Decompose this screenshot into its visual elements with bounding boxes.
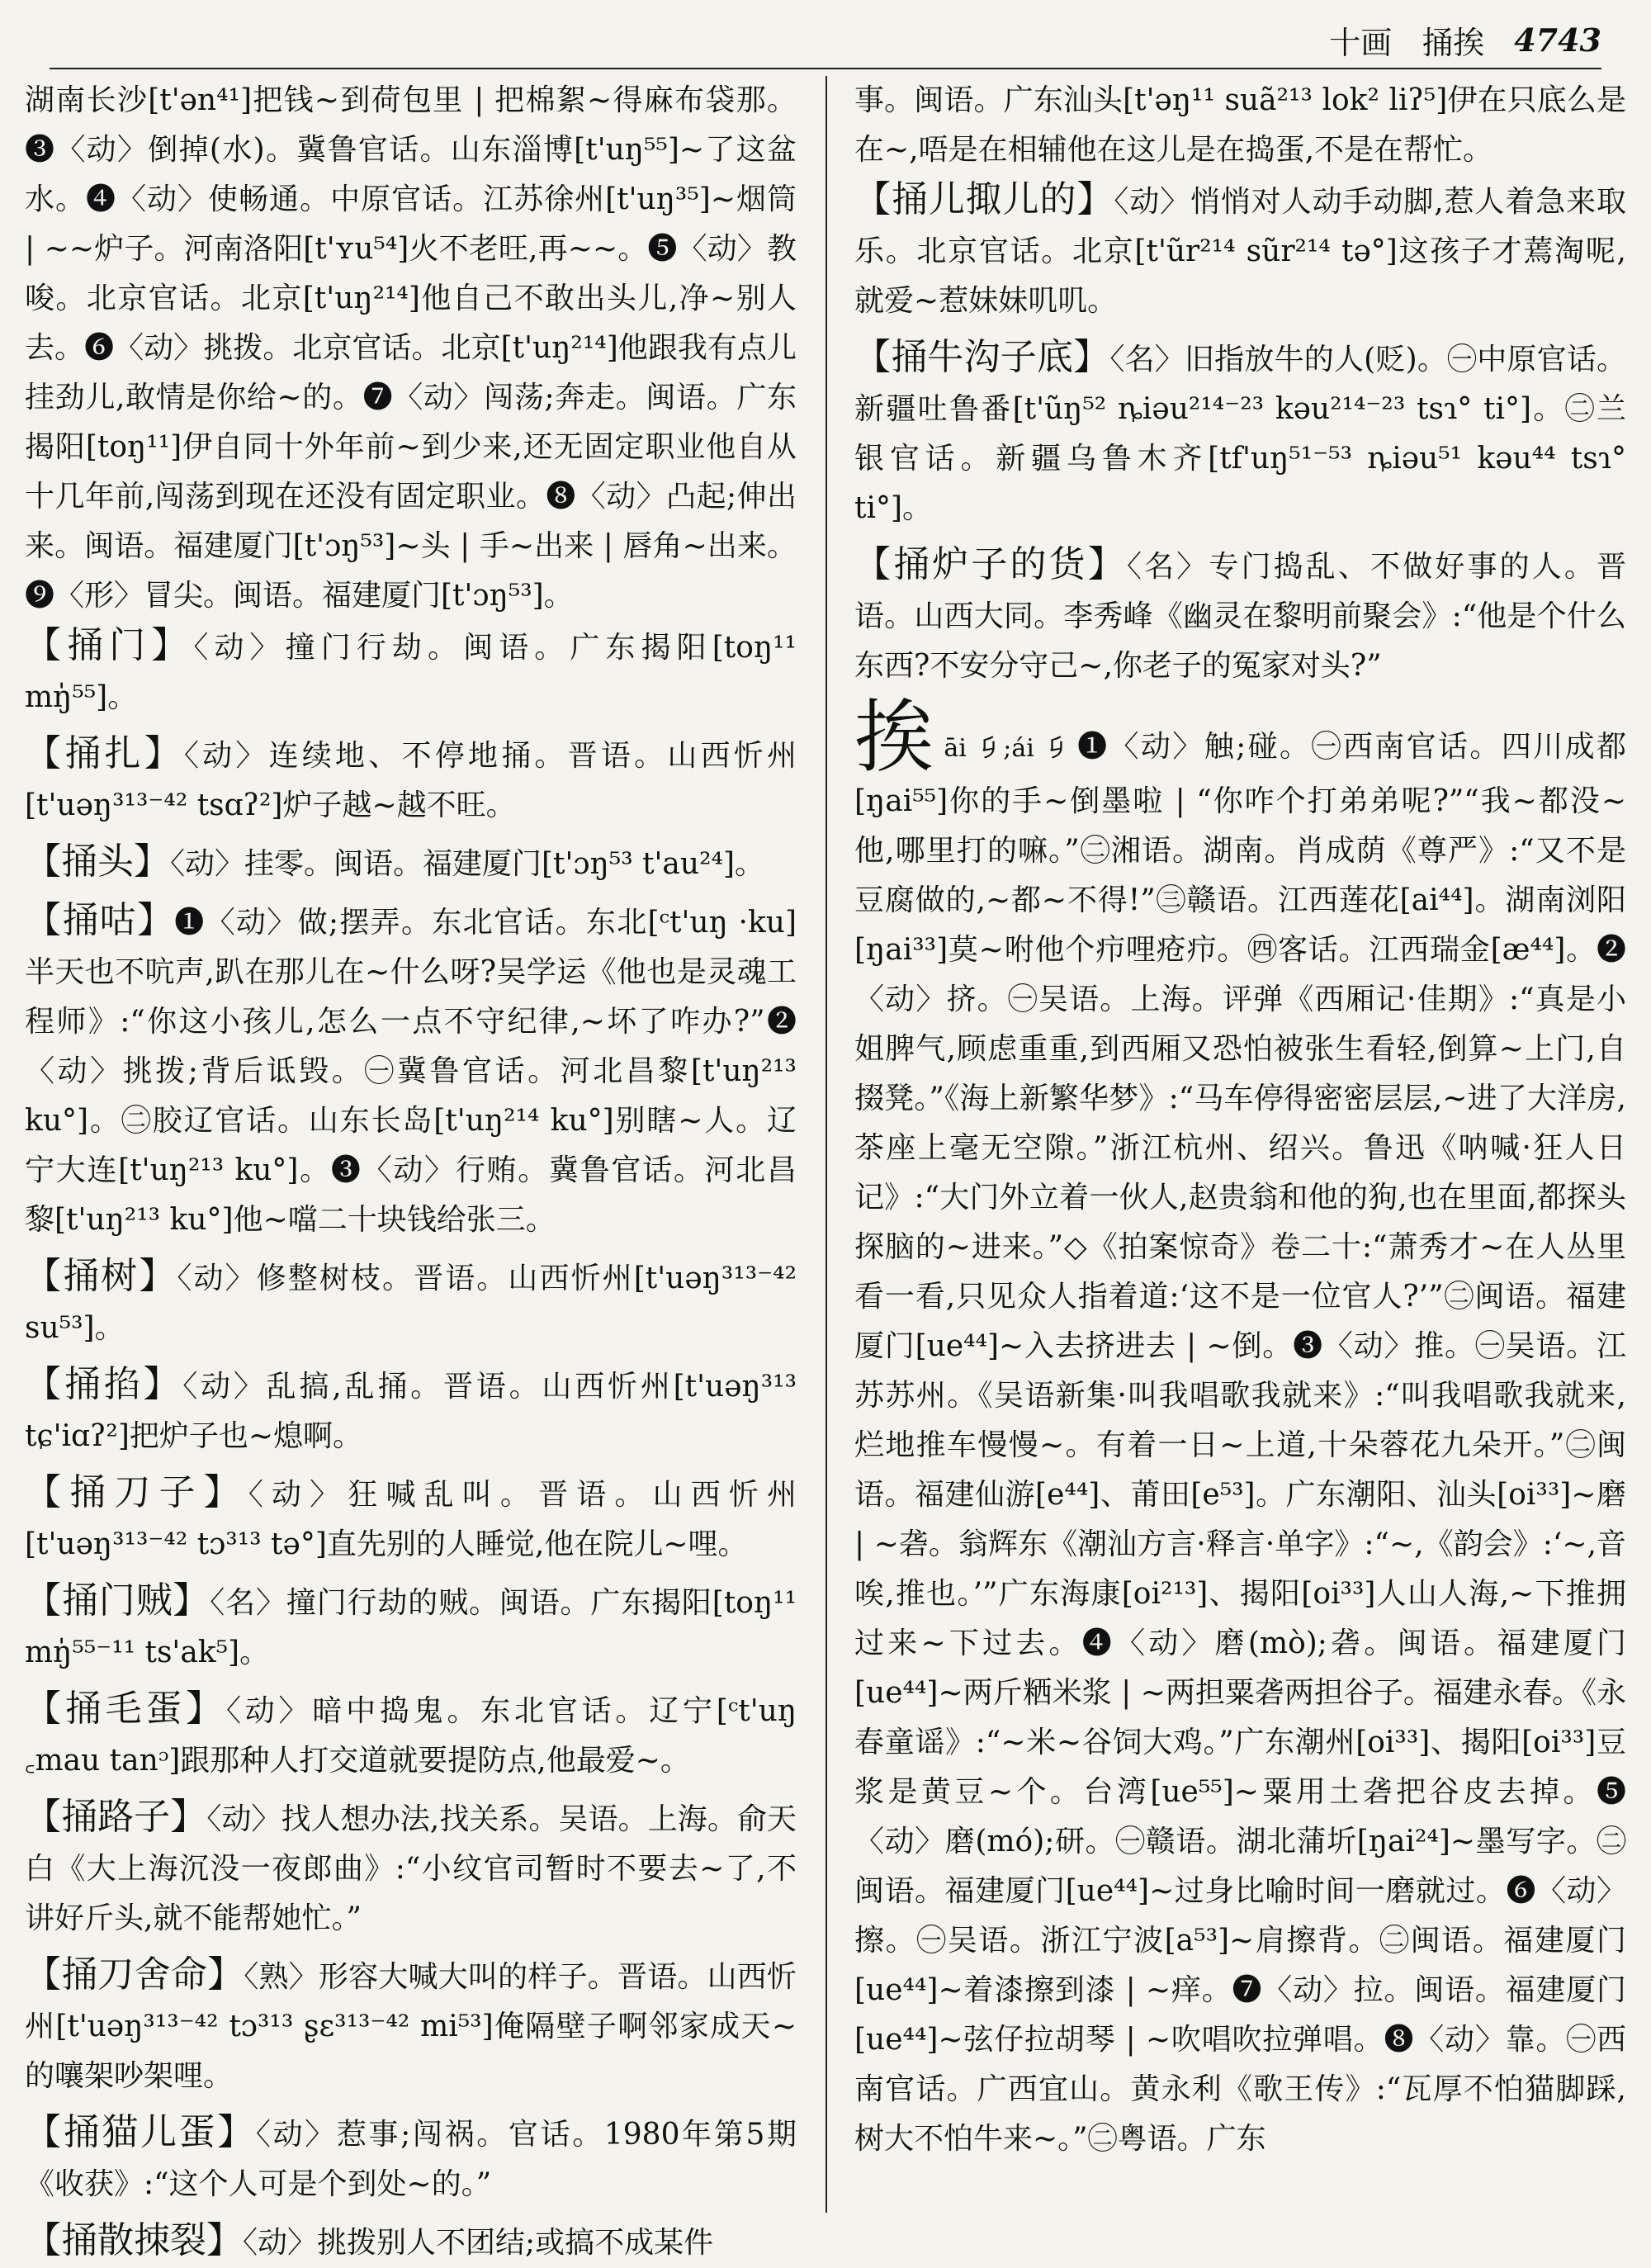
continuation-text: 湖南长沙[t'ən⁴¹]把钱~到荷包里 | 把棉絮~得麻布袋那。❸〈动〉倒掉(水)。冀鲁官话。山东淄博[t'uŋ⁵⁵]~了这盆水。❹〈动〉使畅通。中原官话。江苏徐州[t'uŋ³⁵]~烟筒 | ~~炉子。河南洛阳[t'ʏu⁵⁴]火不老旺,再~~。❺〈动〉教唆。北京官话。北京[t'uŋ²¹⁴]他自己不敢出头儿,净~别人去。❻〈动〉挑拨。北京官话。北京[t'uŋ²¹⁴]他跟我有点儿挂劲儿,敢情是你给~的。❼〈动〉闯荡;奔走。闽语。广东揭阳[toŋ¹¹]伊自同十外年前~到少来,还无固定职业他自从十几年前,闯荡到现在还没有固定职业。❽〈动〉凸起;伸出来。闽语。福建厦门[t'ɔŋ⁵³]~头 | 手~出来 | 唇角~出来。❾〈形〉冒尖。闽语。福建厦门[t'ɔŋ⁵³]。 (25, 83, 797, 613)
entry-headword: 【 捅门贼 】 (25, 1579, 210, 1622)
entry (25, 1950, 797, 2101)
entry-definition: 〈名〉旧指放牛的人(贬)。㊀中原官话。新疆吐鲁番[t'ũŋ⁵² ȵiəu²¹⁴⁻²³ kəu²¹⁴⁻²³ tsɿ° ti°]。㊁兰银官话。新疆乌鲁木齐[tf'uŋ⁵¹⁻⁵³ ȵiəu⁵¹ kəu⁴⁴ tsɿ° ti°]。 (854, 343, 1627, 525)
entry-headword: 【 捅路子 】 (25, 1796, 206, 1838)
entry (25, 1684, 797, 1786)
entry-definition: 〈名〉专门捣乱、不做好事的人。晋语。山西大同。李秀峰《幽灵在黎明前聚会》:“他是个什么东西?不安分守己~,你老子的冤家对头?” (854, 550, 1627, 683)
entry (854, 175, 1626, 326)
entry-definition: 〈动〉悄悄对人动手动脚,惹人着急来取乐。北京官话。北京[t'ũr²¹⁴ sũr²¹⁴ tə°]这孩子才蔫淘呢,就爱~惹妹妹叽叽。 (854, 185, 1627, 318)
entry-definition: 〈动〉连续地、不停地捅。晋语。山西忻州[t'uəŋ³¹³⁻⁴² tsɑʔ²]炉子越~越不旺。 (25, 739, 797, 822)
entry-definition: 〈名〉撞门行劫的贼。闽语。广东揭阳[toŋ¹¹ mŋ̍⁵⁵⁻¹¹ ts'ak⁵]。 (25, 1586, 797, 1669)
main-entry (854, 691, 1627, 2164)
continuation-text: 事。闽语。广东汕头[t'əŋ¹¹ suã²¹³ lok² liʔ⁵]伊在只底么是在~,唔是在相辅他在这儿是在捣蛋,不是在帮忙。 (854, 83, 1626, 167)
entry-definition: 〈动〉惹事;闯祸。官话。1980年第5期《收获》:“这个人可是个到处~的。” (25, 2118, 797, 2201)
entry-headword: 【 捅牛沟子底 】 (854, 336, 1109, 378)
entry (25, 1360, 797, 1461)
entry-headword: 【 捅猫儿蛋 】 (25, 2111, 256, 2153)
entry-headword: 【 捅掐 】 (25, 1363, 182, 1405)
entry-headword: 【 捅咕 】 (25, 899, 174, 941)
entry-definition: 〈动〉修整树枝。晋语。山西忻州[t'uəŋ³¹³⁻⁴² su⁵³]。 (25, 1262, 797, 1345)
section-label: 十画 (1329, 24, 1393, 61)
entry (25, 621, 797, 722)
entry-definition: 〈动〉撞门行劫。闽语。广东揭阳[toŋ¹¹ mŋ̍⁵⁵]。 (25, 631, 797, 714)
page-header (1288, 15, 1601, 64)
main-pronunciation: āi 𠂎;ái 𠂎 (944, 734, 1071, 763)
entry (25, 1576, 797, 1678)
entry (25, 2216, 797, 2268)
entry-headword: 【 捅刀子 】 (25, 1471, 248, 1513)
header-headwords: 捅挨 (1422, 24, 1485, 61)
entry-headword: 【 捅散拺裂 】 (25, 2219, 243, 2261)
entry-definition: 〈动〉狂喊乱叫。晋语。山西忻州[t'uəŋ³¹³⁻⁴² tɔ³¹³ tə°]直先别的人睡觉,他在院儿~哩。 (25, 1478, 797, 1561)
right-column (854, 76, 1626, 2213)
header-rule (50, 68, 1601, 69)
entry (25, 1468, 797, 1570)
entry-definition: 〈动〉找人想办法,找关系。吴语。上海。俞天白《大上海沉没一夜郎曲》:“小纹官司暂时不要去~了,不讲好斤头,就不能帮她忙。” (25, 1802, 797, 1935)
entry-definition: 〈熟〉形容大喊大叫的样子。晋语。山西忻州[t'uəŋ³¹³⁻⁴² tɔ³¹³ ʂɛ³¹³⁻⁴² mi⁵³]俺隔壁子啊邻家成天~的嚷架吵架哩。 (25, 1960, 797, 2093)
entry (854, 333, 1626, 533)
main-headword-char: 挨 (854, 691, 936, 784)
entry-definition: 〈动〉暗中捣鬼。东北官话。辽宁[ᶜt'uŋ ꜀mau tanᵓ]跟那种人打交道就要提防点,他最爱~。 (25, 1694, 797, 1778)
entry-headword: 【 捅毛蛋 】 (25, 1688, 226, 1730)
entry (25, 2108, 797, 2209)
left-column (25, 76, 797, 2261)
main-definition: ❶〈动〉触;碰。㊀西南官话。四川成都[ŋai⁵⁵]你的手~倒墨啦 | “你咋个打弟弟呢?”“我~都没~他,哪里打的嘛。”㊁湘语。湖南。肖成荫《尊严》:“又不是豆腐做的,~都~不得!”㊂赣语。江西莲花[ai⁴⁴]。湖南浏阳[ŋai³³]莫~咐他个疖哩疮疖。㊃客话。江西瑞金[æ⁴⁴]。❷〈动〉挤。㊀吴语。上海。评弹《西厢记·佳期》:“真是小姐脾气,顾虑重重,到西厢又恐怕被张生看轻,倒算~上门,自掇凳。”《海上新繁华梦》:“马车停得密密层层,~进了大洋房,茶座上毫无空隙。”浙江杭州、绍兴。鲁迅《呐喊·狂人日记》:“大门外立着一伙人,赵贵翁和他的狗,也在里面,都探头探脑的~进来。”◇《拍案惊奇》卷二十:“萧秀才~在人丛里看一看,只见众人指着道:‘这不是一位官人?’”㊁闽语。福建厦门[ue⁴⁴]~入去挤进去 | ~倒。❸〈动〉推。㊀吴语。江苏苏州。《吴语新集·叫我唱歌我就来》:“叫我唱歌我就来,烂地推车慢慢~。有着一日~上道,十朵蓉花九朵开。”㊁闽语。福建仙游[e⁴⁴]、莆田[e⁵³]。广东潮阳、汕头[oi³³]~磨 | ~砻。翁辉东《潮汕方言·释言·单字》:“~,《韵会》:‘~,音唉,推也。’”广东海康[oi²¹³]、揭阳[oi³³]人山人海,~下推拥过来~下过去。❹〈动〉磨(mò);砻。闽语。福建厦门[ue⁴⁴]~两斤粞米浆 | ~两担粟砻两担谷子。福建永春。《永春童谣》:“~米~谷饲大鸡。”广东潮州[oi³³]、揭阳[oi³³]豆浆是黄豆~个。台湾[ue⁵⁵]~粟用土砻把谷皮去掉。❺〈动〉磨(mó);研。㊀赣语。湖北蒲圻[ŋai²⁴]~墨写字。㊁闽语。福建厦门[ue⁴⁴]~过身比喻时间一磨就过。❻〈动〉擦。㊀吴语。浙江宁波[a⁵³]~肩擦背。㊁闽语。福建厦门[ue⁴⁴]~着漆擦到漆 | ~痒。❼〈动〉拉。闽语。福建厦门[ue⁴⁴]~弦仔拉胡琴 | ~吹唱吹拉弹唱。❽〈动〉靠。㊀西南官话。广西宜山。黄永利《歌王传》:“瓦厚不怕猫脚踩,树大不怕牛来~。”㊁粤语。广东 (854, 730, 1627, 2156)
entry-headword: 【 捅头 】 (25, 840, 170, 883)
page-number: 4743 (1514, 21, 1601, 59)
entry-definition: ❶〈动〉做;摆弄。东北官话。东北[ᶜt'uŋ ·ku]半天也不吭声,趴在那儿在~什么呀?吴学运《他也是灵魂工程师》:“你这小孩儿,怎么一点不守纪律,~坏了咋办?”❷〈动〉挑拨;背后诋毁。㊀冀鲁官话。河北昌黎[t'uŋ²¹³ ku°]。㊁胶辽官话。山东长岛[t'uŋ²¹⁴ ku°]别瞎~人。辽宁大连[t'uŋ²¹³ ku°]。❸〈动〉行贿。冀鲁官话。河北昌黎[t'uŋ²¹³ ku°]他~噹二十块钱给张三。 (25, 906, 797, 1237)
entry-definition: 〈动〉挂零。闽语。福建厦门[t'ɔŋ⁵³ t'au²⁴]。 (170, 847, 764, 881)
entry-headword: 【 捅门 】 (25, 624, 193, 666)
entry-headword: 【 捅儿掫儿的 】 (854, 178, 1114, 220)
entry (25, 729, 797, 831)
entry (25, 1792, 797, 1944)
entry-headword: 【 捅炉子的货 】 (854, 543, 1127, 585)
entry (854, 540, 1626, 691)
column-divider (826, 76, 827, 2213)
entry (25, 896, 797, 1245)
entry-headword: 【 捅扎 】 (25, 732, 184, 774)
entry-headword: 【 捅树 】 (25, 1255, 177, 1297)
entry (25, 1252, 797, 1353)
entry-headword: 【 捅刀舍命 】 (25, 1953, 244, 1996)
entry-definition: 〈动〉乱搞,乱捅。晋语。山西忻州[t'uəŋ³¹³ tɕ'iɑʔ²]把炉子也~熄啊。 (25, 1370, 797, 1453)
entry-definition: 〈动〉挑拨别人不团结;或搞不成某件 (243, 2226, 714, 2260)
entry (25, 837, 797, 889)
